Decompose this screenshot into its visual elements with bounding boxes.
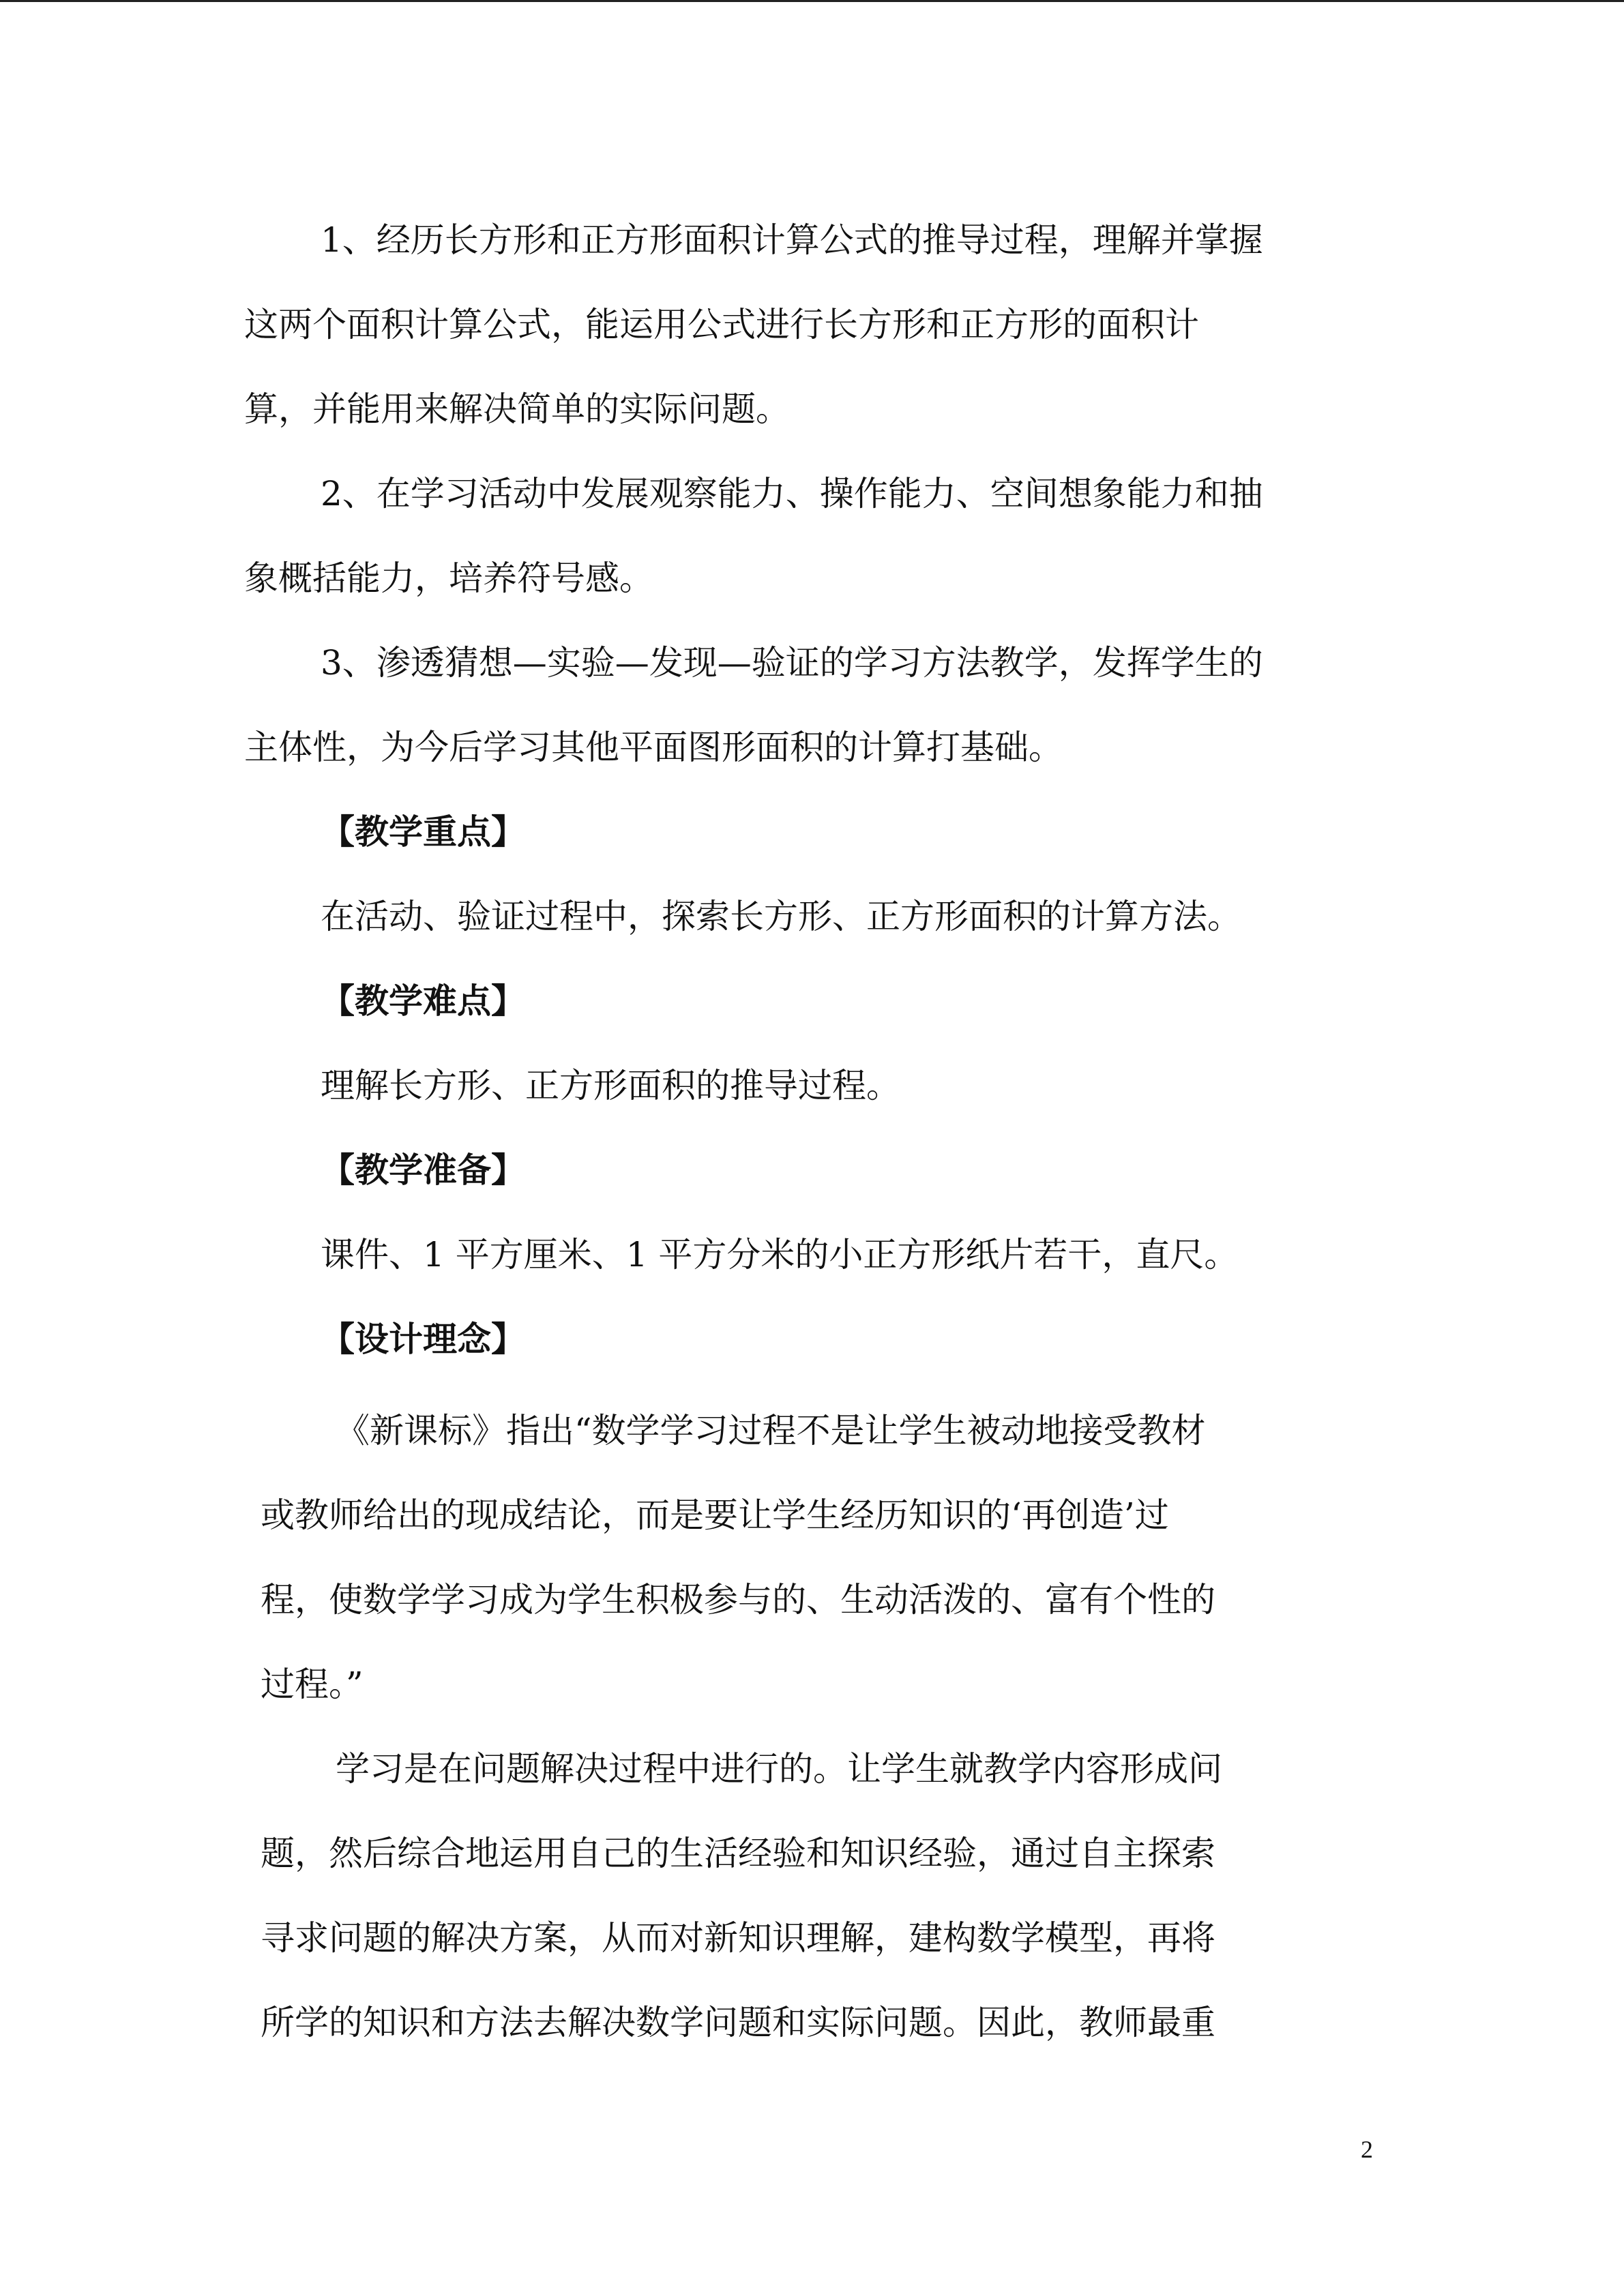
preparation-text: 课件、1 平方厘米、1 平方分米的小正方形纸片若干，直尺。	[321, 1235, 1239, 1274]
design-concept-p1-line-3: 程，使数学学习成为学生积极参与的、生动活泼的、富有个性的	[261, 1580, 1215, 1620]
objective-1-line-2: 这两个面积计算公式，能运用公式进行长方形和正方形的面积计	[244, 305, 1199, 344]
objective-3-line-2: 主体性，为今后学习其他平面图形面积的计算打基础。	[244, 728, 1063, 767]
objective-2-line-1: 2、在学习活动中发展观察能力、操作能力、空间想象能力和抽	[321, 474, 1263, 513]
design-concept-p2-line-4: 所学的知识和方法去解决数学问题和实际问题。因此，教师最重	[261, 2003, 1215, 2042]
design-concept-p1-line-2: 或教师给出的现成结论，而是要让学生经历知识的‘再创造’过	[261, 1495, 1169, 1535]
difficulties-text: 理解长方形、正方形面积的推导过程。	[321, 1066, 900, 1105]
design-concept-p2-line-3: 寻求问题的解决方案，从而对新知识理解，建构数学模型，再将	[261, 1918, 1215, 1958]
design-concept-p1-line-1: 《新课标》指出“数学学习过程不是让学生被动地接受教材	[336, 1411, 1206, 1450]
design-concept-heading: 【设计理念】	[321, 1320, 525, 1359]
design-concept-p1-line-4: 过程。”	[261, 1665, 364, 1704]
design-concept-p2-line-2: 题，然后综合地运用自己的生活经验和知识经验，通过自主探索	[261, 1834, 1215, 1873]
objective-3-line-1: 3、渗透猜想—实验—发现—验证的学习方法教学，发挥学生的	[321, 643, 1263, 683]
preparation-heading: 【教学准备】	[321, 1150, 525, 1190]
design-concept-p2-line-1: 学习是在问题解决过程中进行的。让学生就教学内容形成问	[336, 1749, 1222, 1789]
objective-2-line-2: 象概括能力，培养符号感。	[244, 558, 653, 598]
page-top-border	[0, 0, 1624, 2]
objective-1-line-3: 算，并能用来解决简单的实际问题。	[244, 389, 790, 429]
key-points-text: 在活动、验证过程中，探索长方形、正方形面积的计算方法。	[321, 897, 1241, 936]
difficulties-heading: 【教学难点】	[321, 981, 525, 1021]
page-number: 2	[1361, 2136, 1373, 2163]
key-points-heading: 【教学重点】	[321, 812, 525, 852]
objective-1-line-1: 1、经历长方形和正方形面积计算公式的推导过程，理解并掌握	[321, 220, 1263, 260]
